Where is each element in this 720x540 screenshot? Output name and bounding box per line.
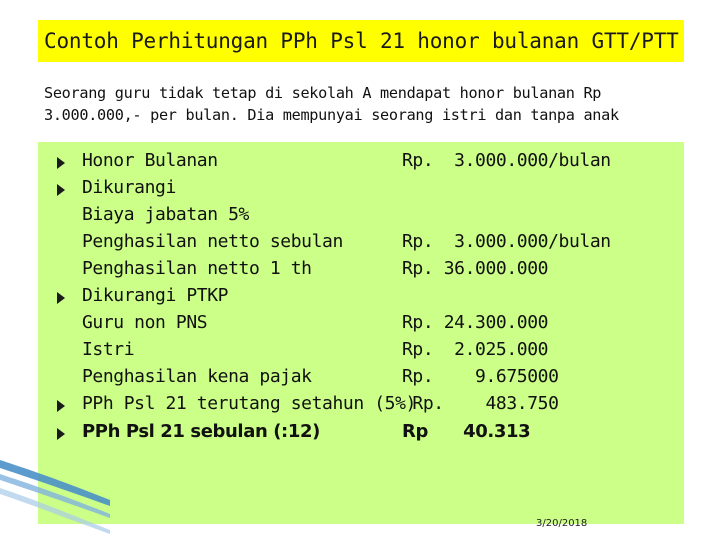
row-label: Biaya jabatan 5% <box>82 204 249 225</box>
row-label: Dikurangi PTKP <box>82 285 229 306</box>
row-value: Rp. 2.025.000 <box>402 339 549 360</box>
row-label: Guru non PNS <box>82 312 208 333</box>
row-value: Rp. 3.000.000/bulan <box>402 231 611 252</box>
bullet-arrow-icon <box>57 428 65 440</box>
row-value: Rp. 3.000.000/bulan <box>402 150 611 171</box>
bullet-arrow-icon <box>57 157 65 169</box>
calculation-panel <box>38 142 684 524</box>
bullet-arrow-icon <box>57 400 65 412</box>
slide-date: 3/20/2018 <box>536 518 588 529</box>
row-value: Rp. 24.300.000 <box>402 312 549 333</box>
intro-paragraph: Seorang guru tidak tetap di sekolah A mendapat honor bulanan Rp 3.000.000,- per bulan. Dia mempunyai seorang istri dan tanpa anak <box>44 84 619 124</box>
row-value: Rp. 36.000.000 <box>402 258 549 279</box>
row-value: Rp. 9.675000 <box>402 366 559 387</box>
row-label: Istri <box>82 339 135 360</box>
row-label: Penghasilan netto 1 th <box>82 258 312 279</box>
bullet-arrow-icon <box>57 292 65 304</box>
row-value: Rp. 483.750 <box>402 393 559 414</box>
row-label: Dikurangi <box>82 177 176 198</box>
row-label: Honor Bulanan <box>82 150 218 171</box>
row-label: PPh Psl 21 sebulan (:12) <box>82 421 320 442</box>
slide-title-bar <box>38 20 684 62</box>
decorative-wave <box>0 440 110 540</box>
row-label: Penghasilan kena pajak <box>82 366 312 387</box>
row-label: PPh Psl 21 terutang setahun (5%) <box>82 393 416 414</box>
slide-title: Contoh Perhitungan PPh Psl 21 honor bulanan GTT/PTT <box>44 29 679 53</box>
row-label: Penghasilan netto sebulan <box>82 231 343 252</box>
row-value: Rp 40.313 <box>402 421 531 442</box>
bullet-arrow-icon <box>57 184 65 196</box>
